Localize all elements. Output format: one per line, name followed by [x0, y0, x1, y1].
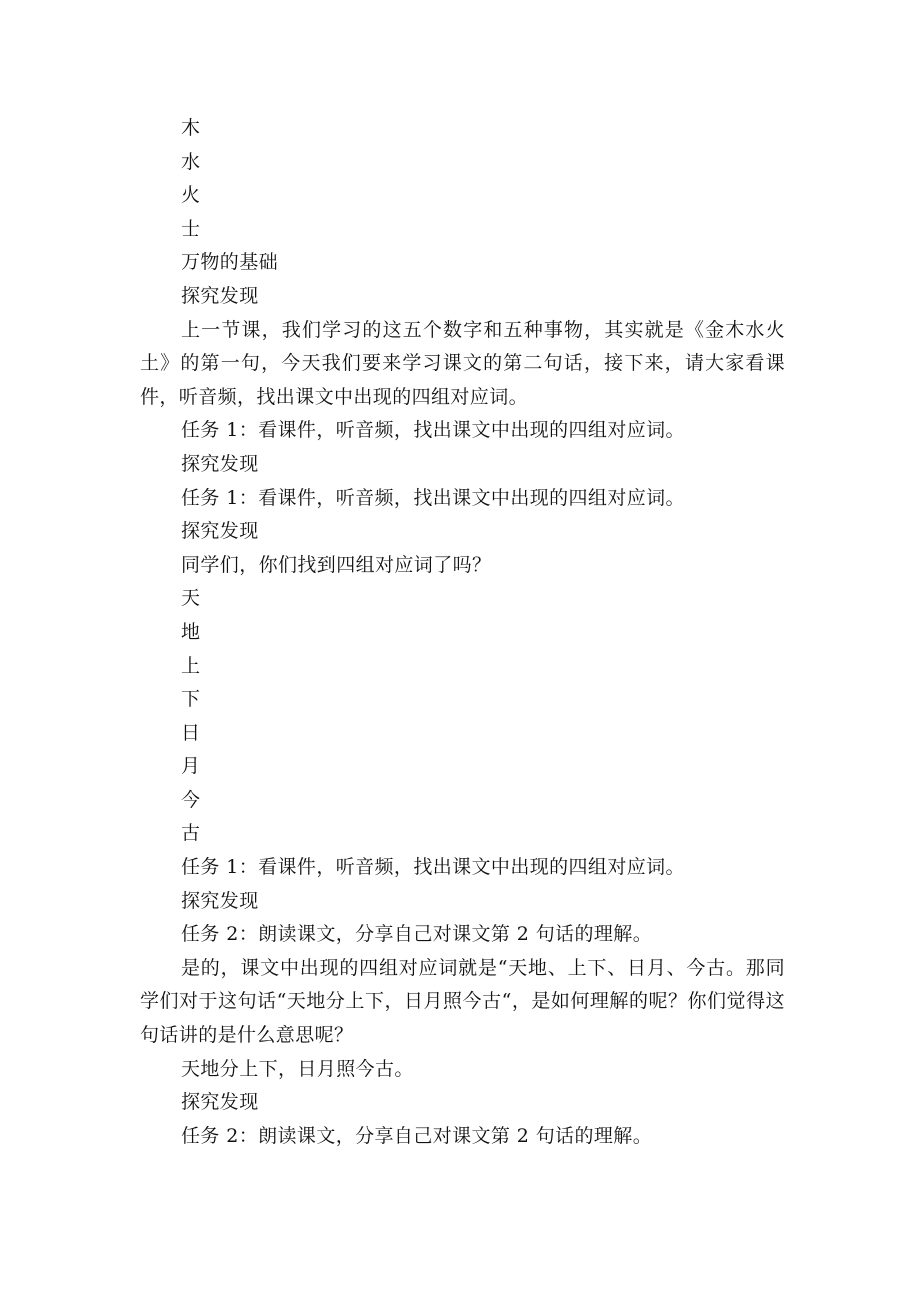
paragraph: 上一节课，我们学习的这五个数字和五种事物，其实就是《金木水火土》的第一句，今天我们要来学习课文的第二句话，接下来，请大家看课件，听音频，找出课文中出现的四组对应词。	[140, 318, 785, 408]
text-line: 日	[181, 721, 201, 744]
text-line: 火	[181, 184, 201, 207]
task-line: 任务 1：看课件，听音频，找出课文中出现的四组对应词。	[181, 419, 685, 442]
task-line: 任务 1：看课件，听音频，找出课文中出现的四组对应词。	[181, 486, 685, 509]
text-line: 同学们，你们找到四组对应词了吗？	[181, 553, 492, 576]
text-line: 天地分上下，日月照今古。	[181, 1057, 414, 1080]
text-line: 上	[181, 654, 201, 677]
text-line: 月	[181, 755, 201, 778]
task-line: 任务 1：看课件，听音频，找出课文中出现的四组对应词。	[181, 856, 685, 879]
paragraph: 是的，课文中出现的四组对应词就是“天地、上下、日月、今古。那同学们对于这句话“天地分上下，日月照今古“，是如何理解的呢？你们觉得这句话讲的是什么意思呢？	[140, 956, 785, 1047]
section-heading: 探究发现	[181, 1091, 259, 1114]
section-heading: 探究发现	[181, 889, 259, 912]
text-line: 士	[181, 217, 201, 240]
text-line: 古	[181, 822, 201, 845]
text-line: 今	[181, 788, 201, 811]
text-line: 万物的基础	[181, 251, 279, 274]
section-heading: 探究发现	[181, 520, 259, 543]
text-line: 木	[181, 117, 201, 139]
task-line: 任务 2：朗读课文，分享自己对课文第 2 句话的理解。	[181, 923, 653, 946]
document-body	[140, 112, 785, 1153]
text-line: 地	[181, 620, 201, 643]
text-line: 水	[181, 150, 201, 173]
section-heading: 探究发现	[181, 452, 259, 475]
text-line: 下	[181, 688, 201, 711]
task-line: 任务 2：朗读课文，分享自己对课文第 2 句话的理解。	[181, 1124, 653, 1147]
text-line: 天	[181, 587, 201, 610]
section-heading: 探究发现	[181, 284, 259, 307]
